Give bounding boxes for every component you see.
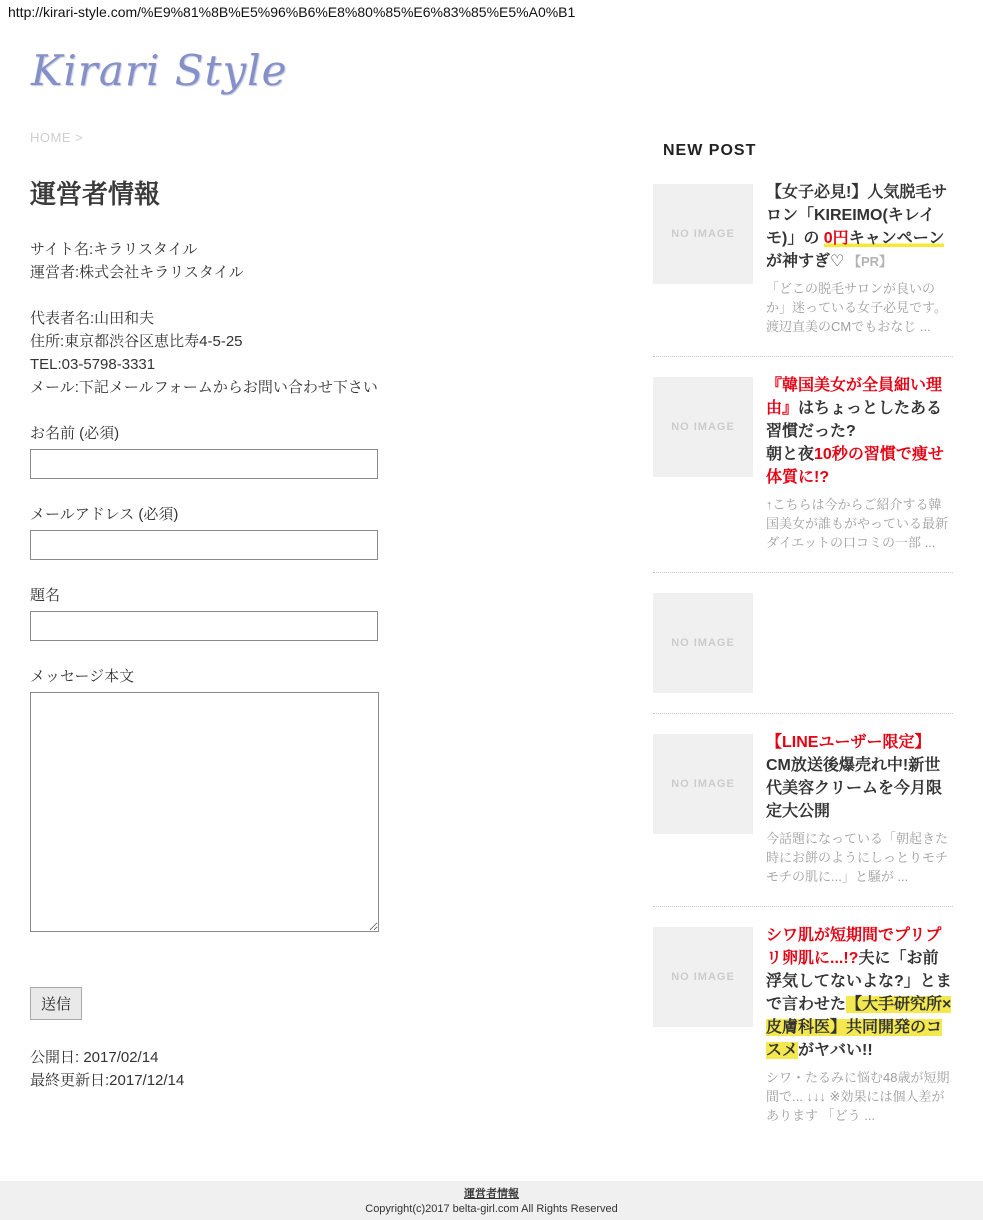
email-input[interactable]	[30, 530, 378, 560]
no-image-placeholder: NO IMAGE	[671, 971, 735, 984]
no-image-placeholder: NO IMAGE	[671, 778, 735, 791]
post-item[interactable]	[653, 713, 953, 906]
post-excerpt: 「どこの脱毛サロンが良いのか」迷っている女子必見です。渡辺直美のCMでもおなじ ...	[766, 281, 947, 335]
post-item[interactable]	[653, 906, 953, 1145]
representative-line: 代表者名:山田和夫	[30, 310, 155, 328]
message-textarea[interactable]	[30, 692, 379, 932]
post-body	[766, 184, 953, 336]
post-body	[766, 377, 953, 552]
post-title[interactable]: 【LINEユーザー限定】 CM放送後爆売れ中!新世代美容クリームを今月限定大公開	[766, 734, 943, 821]
footer-operator-info-link[interactable]: 運営者情報	[464, 1188, 519, 1200]
footer-copyright: Copyright(c)2017 belta-girl.com All Rights Reserved	[365, 1203, 618, 1215]
post-item[interactable]	[653, 184, 953, 356]
sidebar	[653, 130, 953, 1145]
mail-line: メール:下記メールフォームからお問い合わせ下さい	[30, 379, 378, 397]
no-image-placeholder: NO IMAGE	[671, 637, 735, 650]
breadcrumb-home-link[interactable]: HOME >	[30, 130, 84, 146]
address-line: 住所:東京都渋谷区恵比寿4-5-25	[30, 333, 243, 351]
site-header	[0, 46, 983, 96]
post-title[interactable]: シワ肌が短期間でプリプリ卵肌に...!?夫に「お前浮気してないよな?」とまで言わせた【大手研究所×皮膚科医】共同開発のコスメがヤバい!!	[766, 927, 952, 1060]
name-label: お名前 (必須)	[30, 425, 120, 443]
email-label: メールアドレス (必須)	[30, 506, 179, 524]
updated-date: 最終更新日:2017/12/14	[30, 1072, 185, 1090]
message-label: メッセージ本文	[30, 668, 135, 686]
sidebar-heading: NEW POST	[663, 142, 757, 160]
post-excerpt: 今話題になっている「朝起きた時にお餅のようにしっとりモチモチの肌に...」と騒が ...	[766, 831, 949, 885]
operator-line: 運営者:株式会社キラリスタイル	[30, 264, 244, 282]
main-content	[30, 130, 622, 1145]
name-input[interactable]	[30, 449, 378, 479]
post-thumbnail[interactable]	[653, 734, 753, 834]
breadcrumb	[30, 130, 622, 145]
content-columns	[0, 130, 983, 1145]
submit-button[interactable]: 送信	[30, 987, 82, 1020]
page-title: 運営者情報	[30, 179, 161, 210]
site-info-block-1	[30, 238, 622, 284]
post-title[interactable]: 【女子必見!】人気脱毛サロン「KIREIMO(キレイモ)」の 0円キャンペーンが神すぎ♡ 【PR】	[766, 184, 948, 271]
no-image-placeholder: NO IMAGE	[671, 421, 735, 434]
published-date: 公開日: 2017/02/14	[30, 1049, 159, 1067]
subject-label: 題名	[30, 587, 61, 605]
url-text: http://kirari-style.com/%E9%81%8B%E5%96%B6%E8%80%85%E6%83%85%E5%A0%B1	[8, 4, 576, 20]
post-excerpt: ↑こちらは今からご紹介する韓国美女が誰もがやっている最新ダイエットの口コミの一部 ...	[766, 497, 949, 551]
post-body	[766, 734, 953, 886]
post-item[interactable]	[653, 356, 953, 572]
subject-field-group	[30, 584, 622, 641]
post-thumbnail[interactable]	[653, 377, 753, 477]
site-footer	[0, 1181, 983, 1220]
subject-input[interactable]	[30, 611, 378, 641]
site-info-block-2	[30, 307, 622, 399]
post-body	[766, 927, 953, 1125]
post-thumbnail[interactable]	[653, 593, 753, 693]
post-dates	[30, 1046, 622, 1092]
tel-line: TEL:03-5798-3331	[30, 356, 156, 374]
post-title[interactable]: 『韓国美女が全員細い理由』はちょっとしたある習慣だった? 朝と夜10秒の習慣で痩せ体質に!?	[766, 377, 944, 487]
site-name-line: サイト名:キラリスタイル	[30, 241, 198, 259]
post-item[interactable]	[653, 572, 953, 713]
site-logo[interactable]: Kirari Style	[31, 46, 288, 95]
contact-form	[30, 422, 622, 1020]
post-body	[766, 593, 953, 693]
message-field-group	[30, 665, 622, 932]
post-thumbnail[interactable]	[653, 184, 753, 284]
name-field-group	[30, 422, 622, 479]
post-thumbnail[interactable]	[653, 927, 753, 1027]
post-excerpt: シワ・たるみに悩む48歳が短期間で... ↓↓↓ ※効果には個人差があります 「どう ...	[766, 1070, 950, 1124]
no-image-placeholder: NO IMAGE	[671, 228, 735, 241]
email-field-group	[30, 503, 622, 560]
